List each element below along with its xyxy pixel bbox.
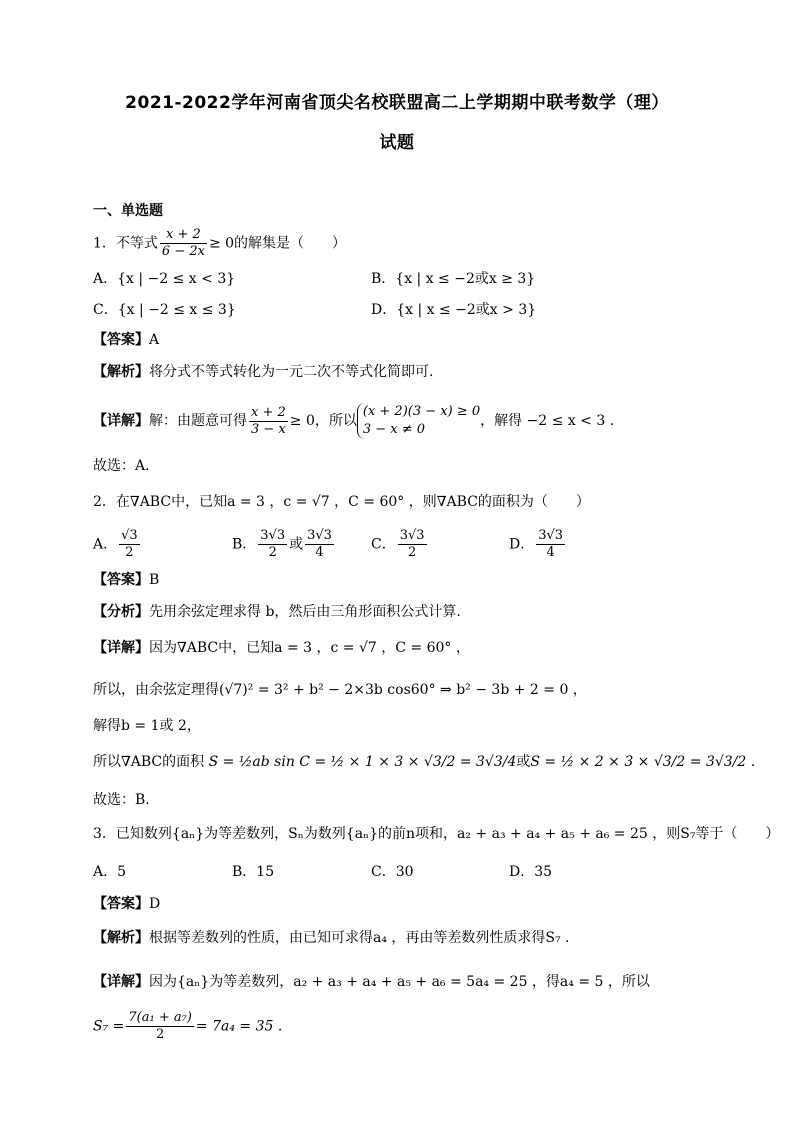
- q1-answer: 【答案】A: [93, 332, 160, 348]
- q1-analysis: 【解析】将分式不等式转化为一元二次不等式化简即可.: [93, 364, 434, 380]
- q1-inequality-system: (x + 2)(3 − x) ≥ 0 3 − x ≠ 0: [357, 403, 480, 439]
- q2-detail-3: 解得b = 1或 2，: [93, 718, 201, 734]
- q2-answer: 【答案】B: [93, 572, 160, 588]
- q1-fraction: $\frac{x + 2}{6 - 2x}$: [161, 227, 205, 259]
- q1-conclusion: 故选：A.: [93, 458, 150, 474]
- q2-detail-4: 所以∇ABC的面积 S = ½ab sin C = ½ × 1 × 3 × √3/2 = 3√3/4或S = ½ × 2 × 3 × √3/2 = 3√3/2 .: [93, 754, 756, 770]
- q3-detail-2: S₇ = $\frac{\text{7(a₁ + a₇)}}{2}$ = 7a₄ = 35 .: [93, 1010, 283, 1042]
- q1-option-d[interactable]: D．{x | x ≤ −2或x > 3}: [371, 302, 537, 318]
- q3-analysis: 【解析】根据等差数列的性质，由已知可求得a₄ ，再由等差数列性质求得S₇ .: [93, 930, 570, 946]
- q3-option-b[interactable]: B．15: [232, 864, 275, 880]
- q1-option-b[interactable]: B．{x | x ≤ −2或x ≥ 3}: [371, 271, 536, 287]
- q3-option-d[interactable]: D．35: [509, 864, 553, 880]
- section-heading: 一、单选题: [93, 203, 163, 219]
- question-1-stem: 1．不等式 $\frac{x + 2}{6 - 2x}$ ≥ 0的解集是（ ）: [93, 227, 347, 259]
- question-2-stem: 2．在∇ABC中，已知a = 3 ，c = √7 ，C = 60° ，则∇ABC的面积为（ ）: [93, 494, 590, 510]
- q1-option-c[interactable]: C．{x | −2 ≤ x ≤ 3}: [93, 302, 236, 318]
- q2-option-c[interactable]: C． $\frac{3√3}{2}$: [371, 528, 425, 560]
- q1-detail: 【详解】解：由题意可得 $\frac{x + 2}{3 - x}$ ≥ 0，所以 (x + 2)(3 − x) ≥ 0 3 − x ≠ 0 ，解得 −2 ≤ x < 3 .: [93, 404, 615, 437]
- page-title: 2021-2022学年河南省顶尖名校联盟高二上学期期中联考数学（理）: [125, 93, 669, 113]
- q3-option-a[interactable]: A．5: [93, 864, 127, 880]
- q2-analysis: 【分析】先用余弦定理求得 b，然后由三角形面积公式计算.: [93, 604, 461, 620]
- q2-option-a[interactable]: A． $\frac{√3}{2}$: [93, 528, 138, 560]
- q2-option-d[interactable]: D． $\frac{3√3}{4}$: [509, 528, 564, 560]
- question-3-stem: 3．已知数列{aₙ}为等差数列，Sₙ为数列{aₙ}的前n项和，a₂ + a₃ + a₄ + a₅ + a₆ = 25 ，则S₇等于（ ）: [93, 826, 780, 842]
- q2-conclusion: 故选：B.: [93, 792, 150, 808]
- q3-detail-1: 【详解】因为{aₙ}为等差数列，a₂ + a₃ + a₄ + a₅ + a₆ = 5a₄ = 25 ，得a₄ = 5 ，所以: [93, 974, 650, 990]
- q3-option-c[interactable]: C．30: [371, 864, 414, 880]
- q2-detail-1: 【详解】因为∇ABC中，已知a = 3 ，c = √7 ，C = 60° ，: [93, 640, 470, 656]
- q2-option-b[interactable]: B． $\frac{3√3}{2}$ 或 $\frac{3√3}{4}$: [232, 528, 332, 560]
- q1-detail-fraction: $\frac{x + 2}{3 - x}$: [251, 404, 286, 437]
- q3-sum-fraction: $\frac{\text{7(a₁ + a₇)}}{2}$: [128, 1010, 192, 1042]
- q1-option-a[interactable]: A．{x | −2 ≤ x < 3}: [93, 271, 236, 287]
- page-title-line2: 试题: [379, 133, 415, 153]
- q2-detail-2: 所以，由余弦定理得(√7)² = 3² + b² − 2×3b cos60° ⇒ b² − 3b + 2 = 0 ，: [93, 682, 587, 698]
- q3-answer: 【答案】D: [93, 896, 161, 912]
